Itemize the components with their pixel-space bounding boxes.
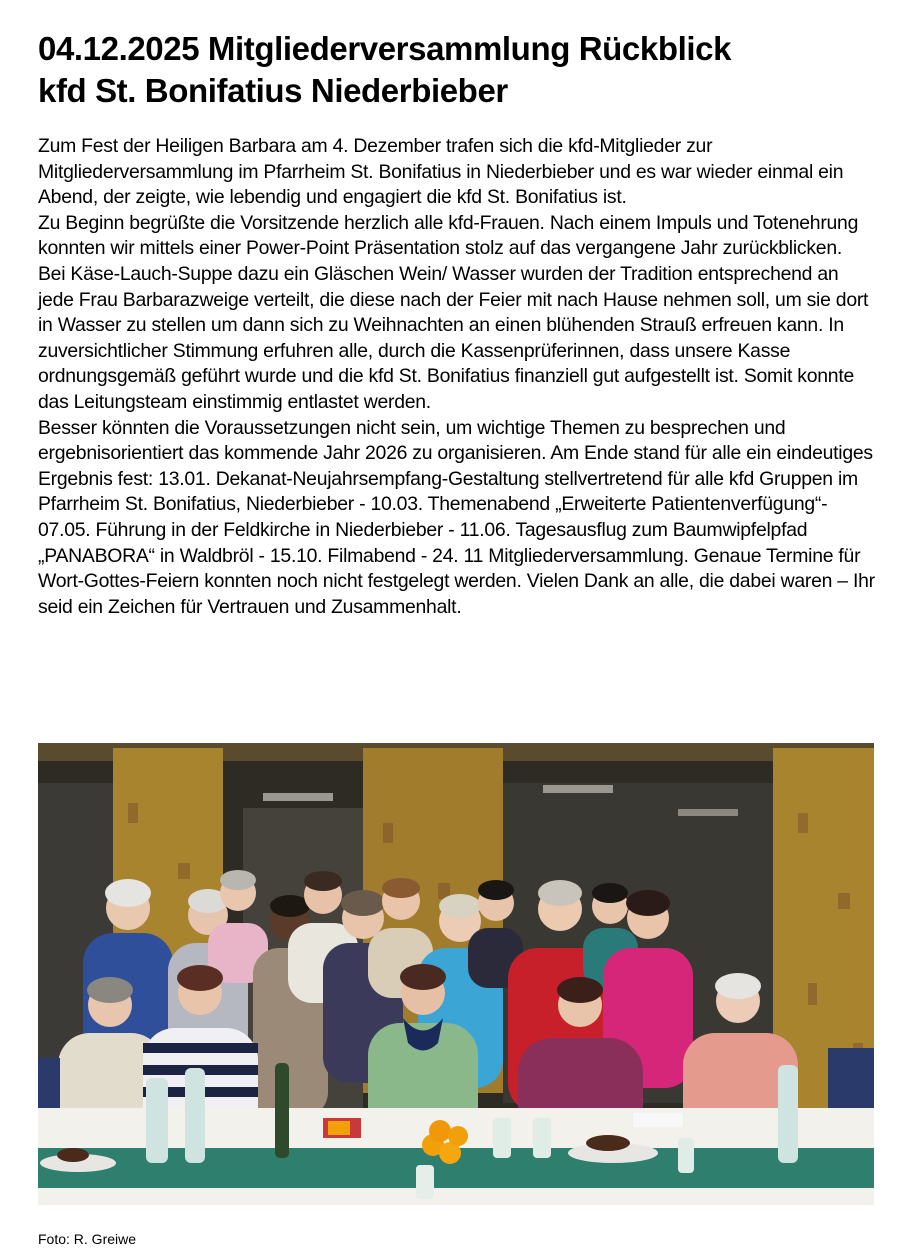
chair bbox=[828, 1048, 874, 1108]
ceiling-light bbox=[678, 809, 738, 816]
photo-credit: Foto: R. Greiwe bbox=[38, 1231, 137, 1247]
article-paragraph: Besser könnten die Voraussetzungen nicht sein, um wichtige Themen zu besprechen und ergebnisorientiert das kommende Jahr 2026 zu organisieren. Am Ende stand für alle ein eindeutiges Ergebnis fest: 13.01. Dekanat-Neujahrsempfang-Gestaltung stellvertretend für alle kfd Gruppen im Pfarrheim St. Bonifatius, Niederbieber - 10.03. Themenabend „Erweiterte Patientenverfügung“- 07.05. Führung in der Feldkirche in Niederbieber - 11.06. Tagesausflug zum Baumwipfelpfad „PANABORA“ in Waldbröl - 15.10. Filmabend - 24. 11 Mitgliederversammlung. Genaue Termine für Wort-Gottes-Feiern konnten noch nicht festgelegt werden. Vielen Dank an alle, die dabei waren – Ihr seid ein Zeichen für Vertrauen und Zusammenhalt. bbox=[38, 416, 875, 618]
group-photo bbox=[38, 743, 874, 1205]
article-paragraph: Bei Käse-Lauch-Suppe dazu ein Gläschen Wein/ Wasser wurden der Tradition entsprechend an jede Frau Barbarazweige verteilt, die diese nach der Feier mit nach Hause nehmen soll, um sie dort in Wasser zu stellen um dann sich zu Weihnachten an einen blühenden Strauß erfreuen kann. In zuversichtlicher Stimmung erfuhren alle, durch die Kassenprüferinnen, dass unsere Kasse ordnungsgemäß geführt wurde und die kfd St. Bonifatius finanziell gut aufgestellt ist. Somit konnte das Leitungsteam einstimmig entlastet werden. bbox=[38, 262, 869, 413]
ceiling-light bbox=[543, 785, 613, 793]
article-title bbox=[38, 28, 878, 112]
group-photo-illustration bbox=[38, 743, 874, 1205]
article-title-line-1: 04.12.2025 Mitgliederversammlung Rückblick bbox=[38, 30, 732, 67]
article-title-line-2: kfd St. Bonifatius Niederbieber bbox=[38, 72, 508, 109]
ceiling-light bbox=[263, 793, 333, 801]
article-paragraph: Zu Beginn begrüßte die Vorsitzende herzlich alle kfd-Frauen. Nach einem Impuls und Totenehrung konnten wir mittels einer Power-Point Präsentation stolz auf das vergangene Jahr zurückblicken. bbox=[38, 211, 859, 260]
article-body bbox=[38, 134, 878, 620]
article-paragraph: Zum Fest der Heiligen Barbara am 4. Dezember trafen sich die kfd-Mitglieder zur Mitgliederversammlung im Pfarrheim St. Bonifatius in Niederbieber und es war wieder einmal ein Abend, der zeigte, wie lebendig und engagiert die kfd St. Bonifatius ist. bbox=[38, 135, 844, 209]
